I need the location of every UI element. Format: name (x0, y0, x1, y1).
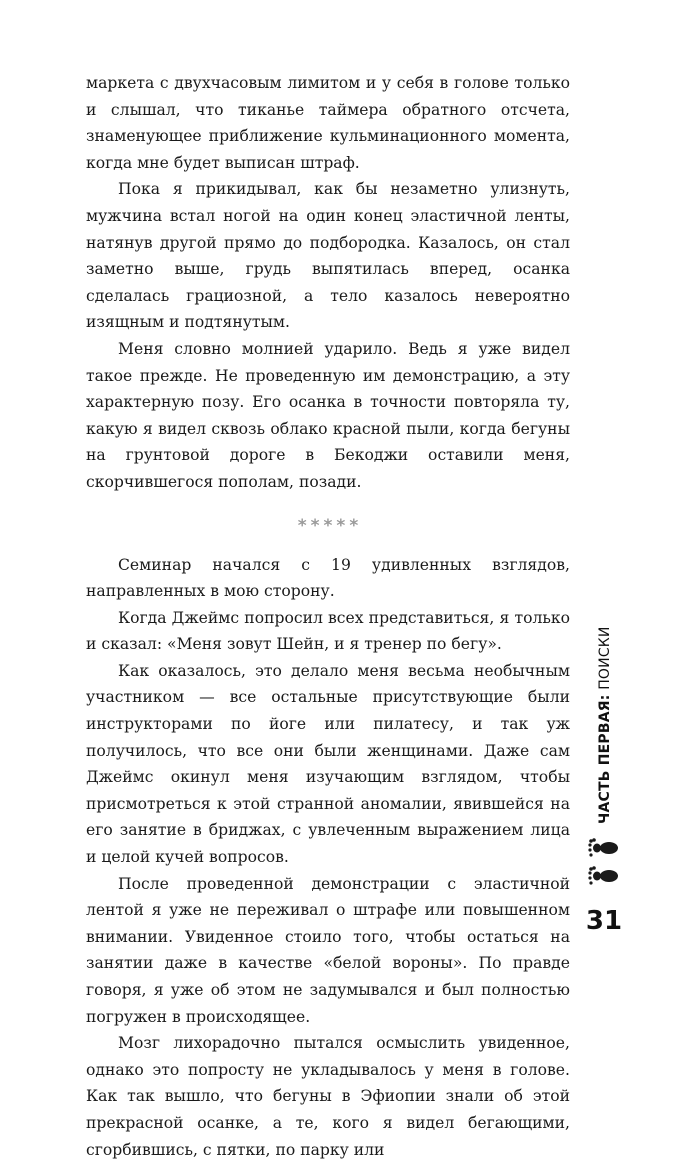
running-head (594, 626, 616, 824)
page-body (86, 70, 570, 1163)
paragraph: Мозг лихорадочно пытался осмыслить увиденное, однако это попросту не укладывалось у меня в голове. Как так вышло, что бегуны в Эфиопии знали об этой прекрасной осанке, а те, кого я видел бегающими, сгорбившись, с пятки, по парку или (86, 1034, 570, 1159)
section-divider: ***** (297, 515, 363, 536)
footprints-icon (585, 832, 625, 892)
paragraph: Семинар начался с 19 удивленных взглядов, направленных в мою сторону. (86, 555, 570, 601)
paragraph: После проведенной демонстрации с эластичной лентой я уже не переживал о штрафе или повышенном внимании. Увиденное стоило того, чтобы остаться на занятии даже в качестве «белой вороны». По правде говоря, я уже об этом не задумывался и был полностью погружен в происходящее. (86, 874, 570, 1026)
paragraph: Пока я прикидывал, как бы незаметно улизнуть, мужчина встал ногой на один конец эластичной ленты, натянув другой прямо до подбородка. Казалось, он стал заметно выше, грудь выпятилась вперед, осанка сделалась грациозной, а тело казалось невероятно изящным и подтянутым. (86, 180, 570, 332)
paragraph: Когда Джеймс попросил всех представиться, я только и сказал: «Меня зовут Шейн, и я тренер по бегу». (86, 608, 570, 654)
running-head-title: ПОИСКИ (597, 626, 613, 690)
paragraph: Меня словно молнией ударило. Ведь я уже видел такое прежде. Не проведенную им демонстрацию, а эту характерную позу. Его осанка в точности повторяла ту, какую я видел сквозь облако красной пыли, когда бегуны на грунтовой дороге в Бекоджи оставили меня, скорчившегося пополам, позади. (86, 339, 570, 491)
page-number: 31 (585, 906, 623, 936)
paragraph: Как оказалось, это делало меня весьма необычным участником — все остальные присутствующие были инструкторами по йоге или пилатесу, и так уж получилось, что все они были женщинами. Даже сам Джеймс окинул меня изучающим взглядом, чтобы присмотреться к этой странной аномалии, явившейся на его занятие в бриджах, с увлеченным выражением лица и целой кучей вопросов. (86, 661, 570, 867)
running-head-part: ЧАСТЬ ПЕРВАЯ: (597, 694, 613, 824)
paragraph: маркета с двухчасовым лимитом и у себя в голове только и слышал, что тиканье таймера обратного отсчета, знаменующее приближение кульминационного момента, когда мне будет выписан штраф. (86, 74, 570, 172)
